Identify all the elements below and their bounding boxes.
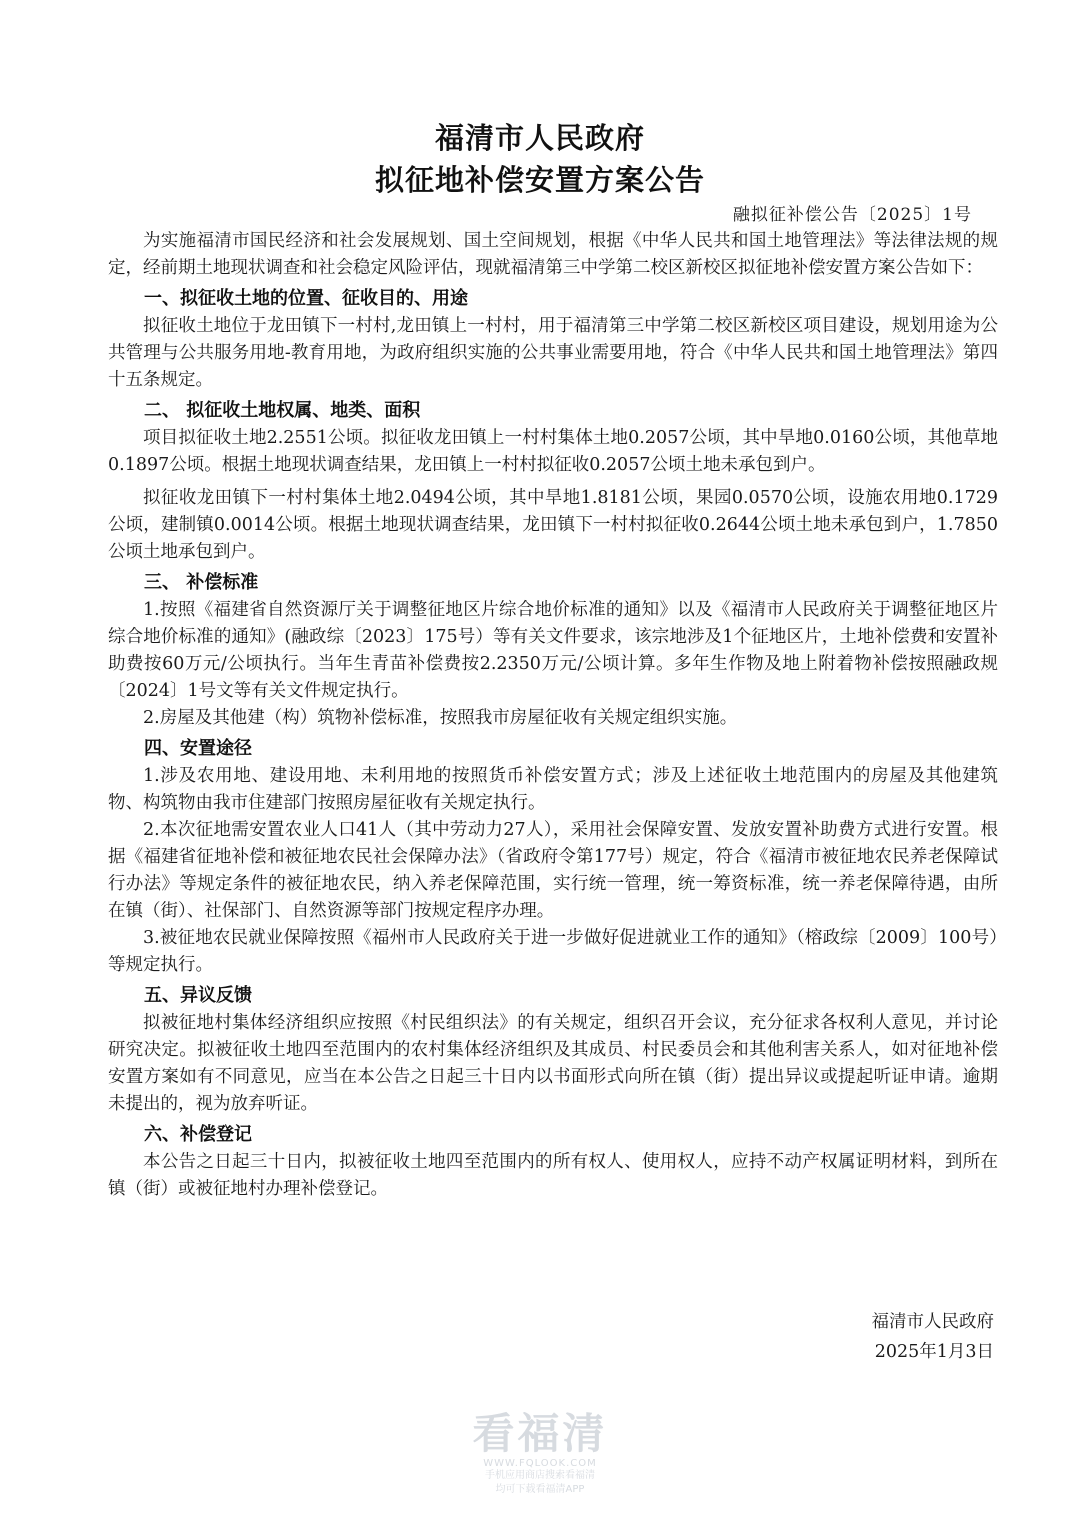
watermark	[440, 1410, 640, 1497]
section-6-paragraph: 本公告之日起三十日内，拟被征收土地四至范围内的所有权人、使用权人，应持不动产权属证明材料，到所在镇（街）或被征地村办理补偿登记。	[108, 1152, 998, 1199]
section-2-paragraph: 项目拟征收土地2.2551公顷。拟征收龙田镇上一村村集体土地0.2057公顷，其中旱地0.0160公顷，其他草地0.1897公顷。根据土地现状调查结果，龙田镇上一村村拟征收0.2057公顷土地未承包到户。	[108, 428, 998, 475]
section-6-heading: 六、补偿登记	[144, 1124, 252, 1145]
section-4-heading: 四、安置途径	[144, 738, 252, 759]
section-4-paragraph: 2.本次征地需安置农业人口41人（其中劳动力27人），采用社会保障安置、发放安置补助费方式进行安置。根据《福建省征地补偿和被征地农民社会保障办法》（省政府令第177号）规定，符合《福清市被征地农民养老保障试行办法》等规定条件的被征地农民，纳入养老保障范围，实行统一管理，统一筹资标准，统一养老保障待遇，由所在镇（街）、社保部门、自然资源等部门按规定程序办理。	[108, 820, 998, 921]
document-title-issuer: 福清市人民政府	[434, 121, 645, 155]
document-body	[108, 228, 998, 1203]
section-2-heading: 二、 拟征收土地权属、地类、面积	[144, 400, 421, 421]
watermark-text: 手机应用商店搜索看福清	[485, 1470, 595, 1481]
section-1-heading: 一、拟征收土地的位置、征收目的、用途	[144, 288, 468, 309]
section-1-paragraph: 拟征收土地位于龙田镇下一村村,龙田镇上一村村，用于福清第三中学第二校区新校区项目建设，规划用途为公共管理与公共服务用地-教育用地，为政府组织实施的公共事业需要用地，符合《中华人民共和国土地管理法》第四十五条规定。	[108, 316, 998, 390]
section-3-paragraph: 2.房屋及其他建（构）筑物补偿标准，按照我市房屋征收有关规定组织实施。	[143, 708, 738, 728]
section-4-paragraph: 3.被征地农民就业保障按照《福州市人民政府关于进一步做好促进就业工作的通知》（榕政综〔2009〕100号）等规定执行。	[108, 928, 998, 975]
document-number: 融拟征补偿公告〔2025〕1号	[732, 205, 972, 225]
section-5-heading: 五、异议反馈	[144, 985, 252, 1006]
section-3-paragraph: 1.按照《福建省自然资源厅关于调整征地区片综合地价标准的通知》以及《福清市人民政府关于调整征地区片综合地价标准的通知》(融政综〔2023〕175号）等有关文件要求，该宗地涉及1个征地区片，土地补偿费和安置补助费按60万元/公顷执行。当年生青苗补偿费按2.2350万元/公顷计算。多年生作物及地上附着物补偿按照融政规〔2024〕1号文等有关文件规定执行。	[108, 600, 998, 701]
section-4-paragraph: 1.涉及农用地、建设用地、未利用地的按照货币补偿安置方式；涉及上述征收土地范围内的房屋及其他建筑物、构筑物由我市住建部门按照房屋征收有关规定执行。	[108, 766, 998, 813]
watermark-text: 均可下载看福清APP	[495, 1484, 585, 1495]
document-title: 拟征地补偿安置方案公告	[374, 163, 705, 197]
section-5-paragraph: 拟被征地村集体经济组织应按照《村民组织法》的有关规定，组织召开会议，充分征求各权利人意见，并讨论研究决定。拟被征收土地四至范围内的农村集体经济组织及其成员、村民委员会和其他利害关系人，如对征地补偿安置方案如有不同意见，应当在本公告之日起三十日内以书面形式向所在镇（街）提出异议或提起听证申请。逾期未提出的，视为放弃听证。	[108, 1013, 998, 1114]
intro-paragraph: 为实施福清市国民经济和社会发展规划、国土空间规划，根据《中华人民共和国土地管理法》等法律法规的规定，经前期土地现状调查和社会稳定风险评估，现就福清第三中学第二校区新校区拟征地补偿安置方案公告如下：	[108, 231, 998, 278]
signature-organization: 福清市人民政府	[871, 1312, 994, 1332]
section-2-paragraph: 拟征收龙田镇下一村村集体土地2.0494公顷，其中旱地1.8181公顷，果园0.0570公顷，设施农用地0.1729公顷，建制镇0.0014公顷。根据土地现状调查结果，龙田镇下一村村拟征收0.2644公顷土地未承包到户，1.7850公顷土地承包到户。	[108, 488, 998, 562]
section-3-heading: 三、 补偿标准	[144, 572, 259, 593]
watermark-logo: 看福清	[472, 1409, 608, 1458]
signature-date: 2025年1月3日	[874, 1342, 994, 1362]
watermark-url: WWW.FQLOOK.COM	[483, 1458, 597, 1469]
